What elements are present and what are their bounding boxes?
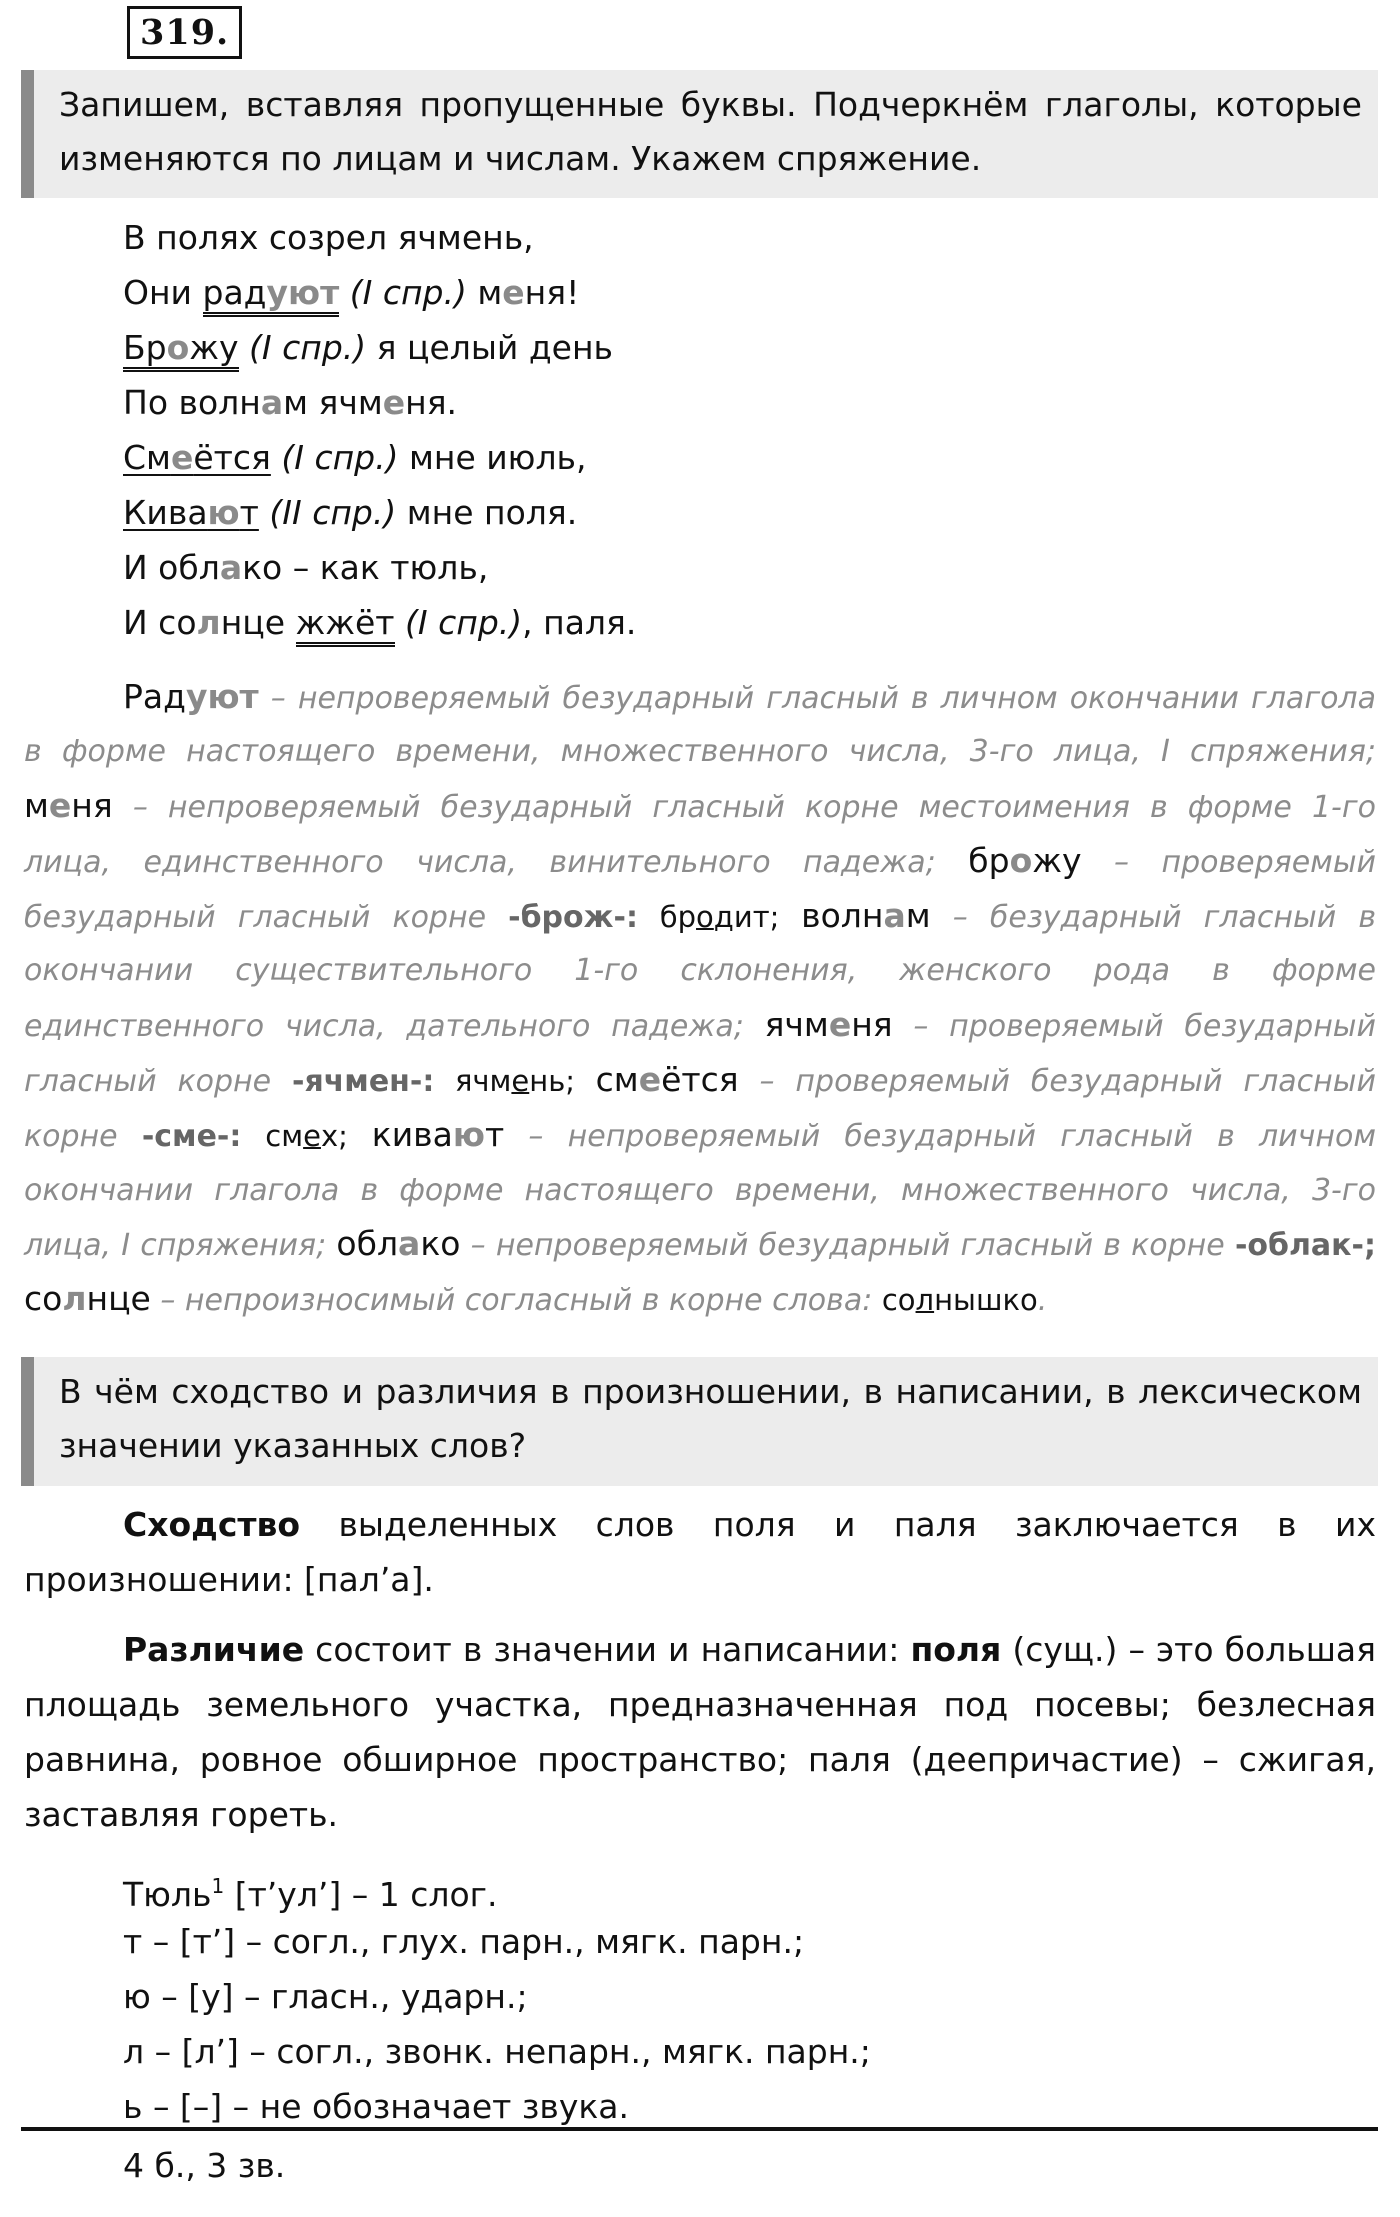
poem [123, 210, 636, 650]
explanation: – проверяемый безударный гласный корне [24, 1064, 1376, 1155]
text: нь; [529, 1064, 596, 1099]
phonetic-row-3: л – [л’] – согл., звонк. непарн., мягк. парн.; [123, 2032, 871, 2071]
verb-underline [123, 438, 271, 477]
bold-term: Сходство [123, 1505, 301, 1544]
inserted-letter: о [1009, 840, 1033, 880]
word-kivayut [372, 1115, 504, 1154]
inserted-letter: е [638, 1060, 662, 1100]
text: выделенных слов поля и паля заключается в их произношении: [пал’а]. [24, 1505, 1376, 1599]
verb-underline [203, 273, 340, 317]
inserted-letter: е [382, 383, 406, 422]
text: м [905, 896, 931, 936]
text: Тюль [123, 1875, 212, 1914]
text: т [484, 1115, 505, 1155]
inserted-letter: а [260, 383, 284, 422]
phonetic-row-2: ю – [у] – гласн., ударн.; [123, 1977, 528, 2016]
check-word [434, 1064, 595, 1098]
inserted-letter: а [398, 1223, 421, 1263]
word-brozhu [968, 841, 1081, 880]
verb-underline: жжёт [296, 603, 395, 647]
conjugation-note: (II спр.) [258, 493, 397, 532]
conjugation-note: (I спр.) [394, 603, 523, 642]
ending: ют [288, 273, 340, 312]
text: ко [420, 1223, 461, 1263]
underlined-letter: е [303, 1119, 321, 1154]
text: жу [189, 328, 239, 367]
poem-line-2 [123, 265, 636, 320]
phonetic-summary: 4 б., 3 зв. [123, 2146, 286, 2185]
similarity-paragraph [24, 1497, 1376, 1607]
text: Бр [123, 328, 167, 367]
text: обл [336, 1223, 399, 1263]
text: м [24, 785, 49, 825]
text: ня! [524, 273, 580, 312]
task-number: 319. [127, 6, 242, 59]
text: я целый день [366, 328, 613, 367]
explanation: – непроверяемый безударный гласный в корне [460, 1227, 1235, 1263]
spelling-commentary [24, 670, 1376, 1328]
text: ётся [661, 1060, 739, 1100]
inserted-letter: ю [207, 493, 240, 532]
conjugation-note: (I спр.) [270, 438, 399, 477]
phonetic-row-1: т – [т’] – согл., глух. парн., мягк. парн.; [123, 1922, 805, 1961]
text: ня. [405, 383, 458, 422]
inserted-letter: а [219, 548, 243, 587]
root: -брож-: [508, 900, 638, 936]
difference-paragraph [24, 1622, 1376, 1842]
check-word [882, 1283, 1038, 1317]
text: Кива [123, 493, 208, 532]
text: со [881, 1283, 916, 1318]
superscript: 1 [211, 1874, 225, 1898]
text: кива [371, 1115, 453, 1155]
text: ня [71, 785, 113, 825]
text: бр [968, 840, 1010, 880]
text: По волн [123, 383, 261, 422]
inserted-letter: л [62, 1279, 87, 1319]
inserted-letter: у [185, 677, 208, 716]
underlined-letter: л [915, 1283, 935, 1318]
instruction-text-1: Запишем, вставляя пропущенные буквы. Подчеркнём глаголы, которые изменяются по лицам и числам. Укажем спряжение. [59, 85, 1362, 178]
text: см [241, 1119, 304, 1154]
poem-line-1: В полях созрел ячмень, [123, 218, 534, 257]
text: дит; [713, 900, 802, 935]
word-raduyut [123, 677, 259, 716]
phonetic-head [123, 1859, 871, 1914]
text: т [239, 493, 259, 532]
text: ётся [193, 438, 271, 477]
text: рад [202, 273, 267, 312]
text: [т’ул’] – 1 слог. [224, 1875, 498, 1914]
text: ячм [764, 1004, 829, 1044]
check-word [241, 1119, 371, 1153]
word-yachmenya [765, 1005, 893, 1044]
inserted-letter: е [48, 785, 72, 825]
text: нце [220, 603, 296, 642]
explanation: – непроверяемый безударный гласный в личном окончании глагола в форме настоящего времени, множественного числа, 3-го лица, I спряжения; [24, 1119, 1377, 1263]
text: волн [801, 896, 884, 936]
text: м [466, 273, 503, 312]
explanation: – безударный гласный в окончании существительного 1-го склонения, женского рода в форме единственного числа, дательного падежа; [24, 900, 1377, 1044]
bold-term: поля [910, 1630, 1002, 1669]
word-solntse [24, 1279, 151, 1318]
explanation: – проверяемый безударный гласный корне [24, 844, 1377, 936]
ending: ют [207, 677, 259, 716]
text: жу [1032, 840, 1082, 880]
phonetic-row-4: ь – [–] – не обозначает звука. [123, 2087, 630, 2126]
root: -ячмен-: [292, 1064, 435, 1100]
inserted-letter: е [502, 273, 525, 312]
inserted-letter: у [266, 273, 289, 312]
conjugation-note: (I спр.) [339, 273, 467, 312]
text: мне поля. [396, 493, 578, 532]
poem-line-7 [123, 540, 636, 595]
text: И со [123, 603, 197, 642]
text: ня [851, 1004, 893, 1044]
text: м ячм [283, 383, 383, 422]
inserted-letter: а [883, 896, 906, 936]
text: со [24, 1279, 63, 1319]
text: см [595, 1060, 639, 1100]
explanation: – непроверяемый безударный гласный в личном окончании глагола в форме настоящего времени, множественного числа, 3-го лица, I спряжения; [24, 681, 1376, 770]
explanation: – непроизносимый согласный в корне слова: [150, 1283, 882, 1319]
poem-line-5 [123, 430, 636, 485]
inserted-letter: ю [452, 1115, 485, 1155]
explanation: – непроверяемый безударный гласный корне местоимения в форме 1-го лица, единственного числа, винительного падежа; [24, 789, 1376, 880]
instruction-text-2: В чём сходство и различия в произношении, в написании, в лексическом значении указанных слов? [59, 1372, 1362, 1465]
poem-line-6 [123, 485, 636, 540]
check-word [638, 900, 801, 934]
phonetic-analysis [123, 1859, 871, 2134]
text: ко – как тюль, [242, 548, 489, 587]
text: мне июль, [398, 438, 587, 477]
underlined-letter: е [511, 1064, 530, 1099]
poem-line-4 [123, 375, 636, 430]
text: . [1037, 1283, 1048, 1319]
inserted-letter: о [166, 328, 190, 367]
root: -облак-; [1234, 1227, 1376, 1263]
word-menya [24, 786, 113, 825]
explanation: – проверяемый безударный гласный корне [24, 1008, 1376, 1100]
word-smeetsya [596, 1060, 739, 1099]
text: , паля. [522, 603, 637, 642]
text: состоит в значении и написании: [304, 1630, 911, 1669]
instruction-box-2 [21, 1357, 1378, 1486]
inserted-letter: е [828, 1004, 852, 1044]
verb-underline [123, 328, 239, 372]
word-oblako [336, 1224, 460, 1263]
text: См [123, 438, 171, 477]
inserted-letter: е [170, 438, 194, 477]
verb-underline [123, 493, 259, 532]
text: бр [637, 900, 697, 935]
instruction-box-1 [21, 70, 1378, 198]
bold-term: Различие [123, 1630, 305, 1669]
text: нце [86, 1279, 151, 1319]
root: -сме-: [141, 1119, 242, 1155]
underlined-letter: о [696, 900, 714, 935]
conjugation-note: (I спр.) [238, 328, 367, 367]
text: (сущ.) – это большая площадь земельного участка, предназначенная под посевы; безлесная равнина, ровное обширное пространство; паля (деепричастие) – сжигая, заставляя гореть. [24, 1630, 1376, 1834]
divider-line [21, 2127, 1378, 2131]
text: х; [320, 1119, 372, 1154]
text: Они [123, 273, 203, 312]
text: нышко [934, 1283, 1038, 1318]
text: Рад [123, 677, 186, 716]
poem-line-8 [123, 595, 636, 650]
text: ячм [434, 1064, 512, 1099]
word-volnam [801, 896, 931, 935]
inserted-letter: л [196, 603, 221, 642]
text: И обл [123, 548, 220, 587]
poem-line-3 [123, 320, 636, 375]
